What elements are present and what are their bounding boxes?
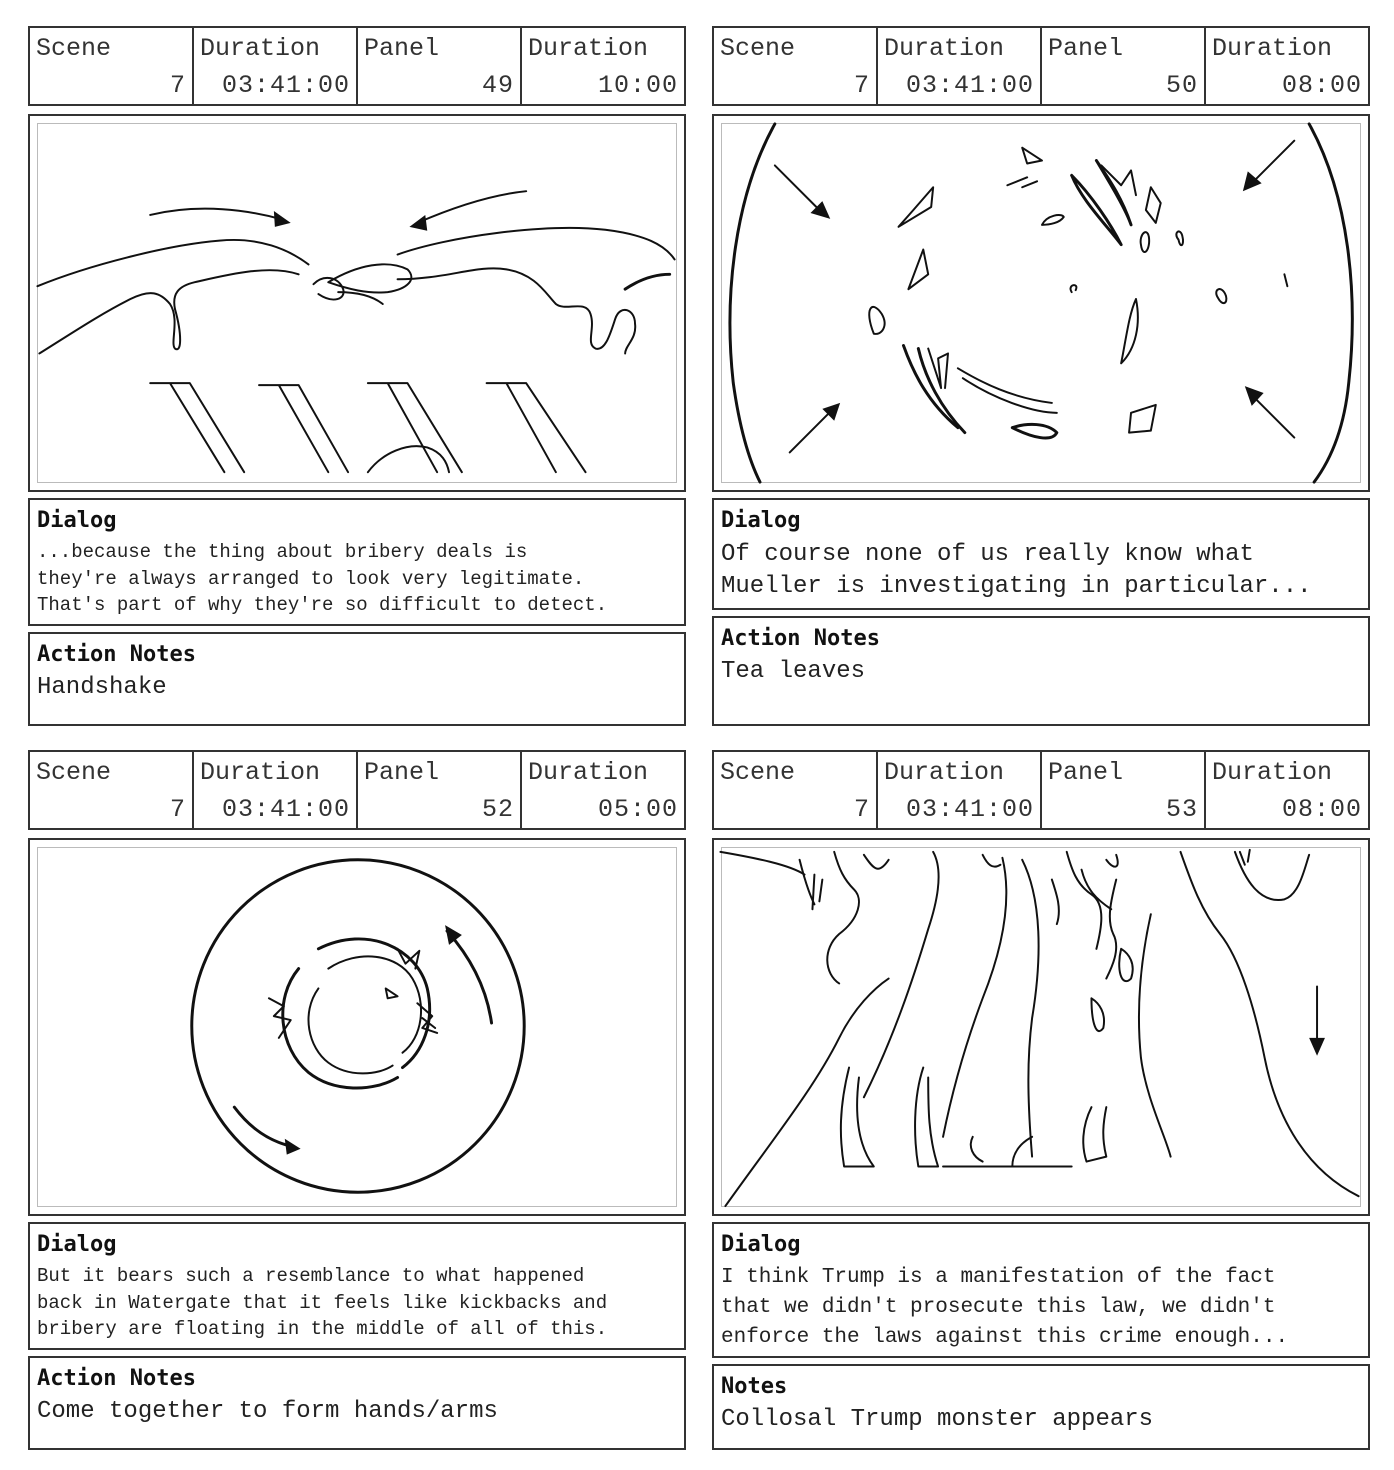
scene-label: Scene [720,34,796,63]
scene-label: Scene [36,34,112,63]
panel-cell [358,28,522,104]
panel-duration-cell [1206,752,1368,828]
notes-text: Come together to form hands/arms [37,1398,498,1425]
panel-number: 50 [1165,71,1198,100]
dialog-text: Of course none of us really know what Mueller is investigating in particular... [721,541,1312,600]
scene-duration: 03:41:00 [905,795,1034,824]
duration-label: Duration [200,758,321,787]
duration-label: Duration [528,758,649,787]
dialog-title: Dialog [37,1232,117,1257]
sketch-frame [712,838,1370,1216]
panel-duration-cell [522,752,684,828]
notes-title: Action Notes [37,1366,196,1391]
panel-duration: 05:00 [597,795,678,824]
dialog-title: Dialog [37,508,117,533]
duration-label: Duration [1212,34,1333,63]
swirl-sketch [30,840,684,1214]
panel-header [28,26,686,106]
notes-title: Action Notes [37,642,196,667]
dialog-title: Dialog [721,1232,801,1257]
notes-box [712,616,1370,726]
panel-number: 49 [481,71,514,100]
panel-duration: 08:00 [1281,795,1362,824]
scene-duration-cell [878,28,1042,104]
dialog-box [712,498,1370,610]
scene-duration-cell [194,752,358,828]
scene-cell [714,752,878,828]
panel-header [712,750,1370,830]
panel-label: Panel [1048,758,1124,787]
scene-label: Scene [720,758,796,787]
sketch-frame [28,838,686,1216]
panel-number: 53 [1165,795,1198,824]
monster-sketch [714,840,1368,1214]
duration-label: Duration [884,34,1005,63]
notes-box [28,1356,686,1450]
dialog-text: I think Trump is a manifestation of the fact that we didn't prosecute this law, we didn't enforce the laws against this crime enough... [721,1266,1289,1349]
dialog-box [28,1222,686,1350]
scene-cell [714,28,878,104]
panel-cell [358,752,522,828]
scene-duration-cell [878,752,1042,828]
panel-cell [1042,28,1206,104]
dialog-title: Dialog [721,508,801,533]
panel-duration-cell [522,28,684,104]
handshake-sketch [30,116,684,490]
notes-title: Action Notes [721,626,880,651]
tea-leaves-sketch [714,116,1368,490]
panel-duration: 10:00 [597,71,678,100]
notes-box [28,632,686,726]
duration-label: Duration [528,34,649,63]
scene-duration: 03:41:00 [905,71,1034,100]
notes-text: Handshake [37,674,167,701]
panel-duration-cell [1206,28,1368,104]
panel-label: Panel [364,758,440,787]
notes-box [712,1364,1370,1450]
panel-label: Panel [364,34,440,63]
dialog-box [28,498,686,626]
scene-number: 7 [169,795,186,824]
scene-label: Scene [36,758,112,787]
scene-number: 7 [169,71,186,100]
panel-header [28,750,686,830]
scene-cell [30,752,194,828]
panel-header [712,26,1370,106]
scene-duration-cell [194,28,358,104]
scene-duration: 03:41:00 [221,71,350,100]
panel-number: 52 [481,795,514,824]
dialog-box [712,1222,1370,1358]
notes-text: Tea leaves [721,658,866,685]
dialog-text: But it bears such a resemblance to what happened back in Watergate that it feels like kickbacks and bribery are floating in the middle of all of this. [37,1265,608,1340]
duration-label: Duration [200,34,321,63]
notes-text: Collosal Trump monster appears [721,1406,1154,1433]
duration-label: Duration [884,758,1005,787]
scene-duration: 03:41:00 [221,795,350,824]
sketch-frame [28,114,686,492]
notes-title: Notes [721,1374,788,1399]
sketch-frame [712,114,1370,492]
scene-cell [30,28,194,104]
panel-cell [1042,752,1206,828]
scene-number: 7 [853,795,870,824]
panel-label: Panel [1048,34,1124,63]
dialog-text: ...because the thing about bribery deals is they're always arranged to look very legitimate. That's part of why they're so difficult to detect. [37,541,608,616]
scene-number: 7 [853,71,870,100]
duration-label: Duration [1212,758,1333,787]
panel-duration: 08:00 [1281,71,1362,100]
